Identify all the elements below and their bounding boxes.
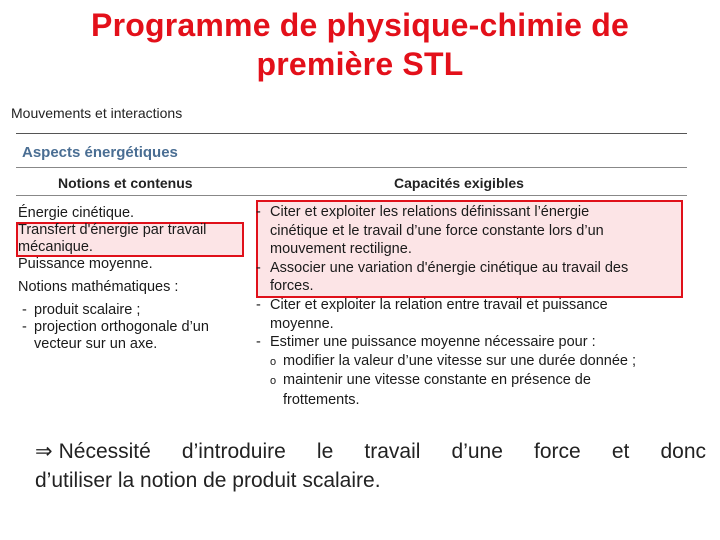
capacite-1-line-3: mouvement rectiligne. <box>270 241 412 258</box>
section-label: Mouvements et interactions <box>11 105 183 121</box>
conclusion-line-1-text: Nécessité d’introduire le travail d’une force et donc <box>58 440 706 463</box>
capacite-4-sub-2-text: maintenir une vitesse constante en présence de <box>283 372 591 389</box>
capacite-3-line-1: Citer et exploiter la relation entre travail et puissance <box>270 296 608 313</box>
capacite-4-sub-2: o maintenir une vitesse constante en présence de <box>270 372 591 389</box>
notion-puissance: Puissance moyenne. <box>18 256 153 272</box>
implies-arrow-icon: ⇒ <box>35 440 53 463</box>
header-notions: Notions et contenus <box>58 175 193 191</box>
notion-projection: - projection orthogonale d’un <box>18 319 209 335</box>
table-top-rule <box>16 133 687 134</box>
page-title-line-1: Programme de physique-chimie de <box>91 7 629 43</box>
header-bottom-rule <box>16 195 687 196</box>
conclusion-line-2: d’utiliser la notion de produit scalaire. <box>35 469 381 492</box>
capacites-column <box>256 203 688 410</box>
notion-energie-cinetique: Énergie cinétique. <box>18 205 135 221</box>
notion-produit-scalaire-text: produit scalaire ; <box>34 302 141 318</box>
notion-projection-text: projection orthogonale d’un <box>34 319 209 335</box>
capacite-4-line-1: Estimer une puissance moyenne nécessaire pour : <box>270 334 596 351</box>
capacite-3: - Citer et exploiter la relation entre travail et puissance <box>256 296 608 313</box>
capacite-1-line-2: cinétique et le travail d’une force constante lors d’un <box>270 222 604 239</box>
page-title <box>20 6 700 84</box>
notion-produit-scalaire: - produit scalaire ; <box>18 302 141 318</box>
capacite-3-line-2: moyenne. <box>270 315 334 332</box>
notion-transfert-1: Transfert d'énergie par travail <box>18 222 207 238</box>
capacite-4-sub-1: o modifier la valeur d’une vitesse sur une durée donnée ; <box>270 352 637 369</box>
notions-column <box>18 205 246 353</box>
header-top-rule <box>16 167 687 168</box>
notion-maths: Notions mathématiques : <box>18 279 179 295</box>
capacite-4-sub-1-text: modifier la valeur d’une vitesse sur une durée donnée ; <box>283 352 637 369</box>
notion-projection-cont: vecteur sur un axe. <box>34 336 158 352</box>
conclusion-line-1 <box>35 437 706 466</box>
table-caption: Aspects énergétiques <box>22 144 178 161</box>
notion-transfert-2: mécanique. <box>18 239 93 255</box>
capacite-1-line-1: Citer et exploiter les relations définissant l’énergie <box>270 204 590 220</box>
header-capacites: Capacités exigibles <box>394 175 524 191</box>
capacite-2: - Associer une variation d'énergie cinétique au travail des <box>256 259 629 276</box>
capacite-2-line-2: forces. <box>270 278 314 295</box>
capacite-1: - Citer et exploiter les relations définissant l’énergie <box>256 204 590 220</box>
page-title-line-2: première STL <box>256 46 464 82</box>
capacite-4: - Estimer une puissance moyenne nécessaire pour : <box>256 334 596 351</box>
capacite-4-sub-2-cont: frottements. <box>283 391 360 408</box>
conclusion <box>35 437 706 495</box>
capacite-2-line-1: Associer une variation d'énergie cinétique au travail des <box>270 259 629 276</box>
